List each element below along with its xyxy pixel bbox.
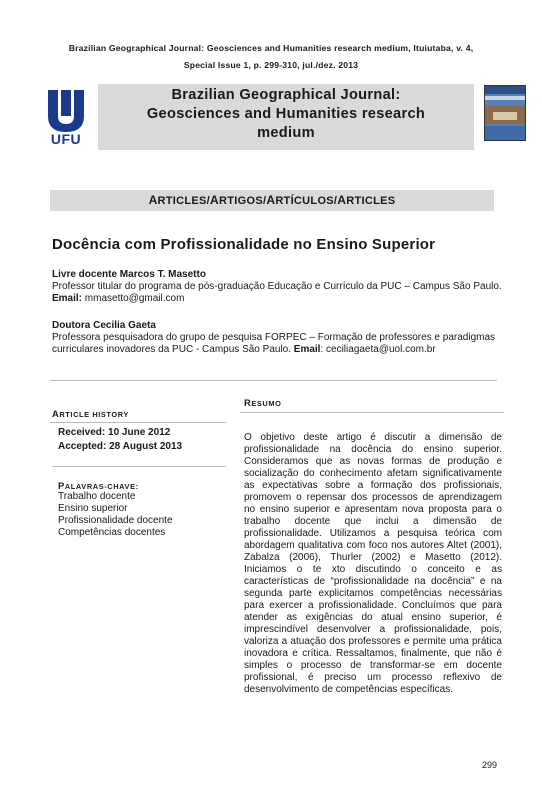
author-2 <box>52 320 507 356</box>
keyword-item: Competências docentes <box>58 527 166 538</box>
article-history-dates <box>58 426 182 453</box>
author-1-email-label: Email: <box>52 293 83 304</box>
logo-text: UFU <box>50 131 82 147</box>
page-number: 299 <box>482 760 498 770</box>
author-1-email: mmasetto@gmail.com <box>82 293 185 304</box>
section-label: ARTICLES/ARTIGOS/ARTÍCULOS/ARTICLES <box>148 193 396 207</box>
article-history-heading: ARTICLE HISTORY <box>52 408 129 419</box>
received-date: Received: 10 June 2012 <box>58 427 171 438</box>
journal-title-line1: Brazilian Geographical Journal: <box>171 87 401 103</box>
author-2-name: Doutora Cecilia Gaeta <box>52 320 156 331</box>
abstract-text: O objetivo deste artigo é discutir a dimensão de profissionalidade na docência do ensino superior. Consideramos que as novas formas de produção e socialização do conhecimento afetam significativamente as expectativas sobre a formação dos profissionais, promovem o repensar dos processos de aprendizagem no ensino superior e apresentam nova proposta para o trabalho docente que inclui a dimensão de profissionalidade. Utilizamos a pesquisa teórica com abordagem qualitativa com foco nos autores Altet (2001), Zabalza (2006), Thurler (2002) e Masetto (2012). Iniciamos o te xto discutindo o conceito e as características de “profissionalidade na docência” e na segunda parte explicitamos competências necessárias para exercer a profissionalidade. Concluímos que para atender as exigências do atual ensino superior, é imprescindível desenvolver a profissionalidade, pois, valoriza a atuação dos professores e permite uma prática inovadora e crítica. Ressaltamos, finalmente, que não é simples o processo de transformar-se em docente profissional, é preciso um processo reflexivo de desenvolvimento de competências específicas. <box>244 432 502 695</box>
accepted-date: Accepted: 28 August 2013 <box>58 440 183 452</box>
running-head-line2: Special Issue 1, p. 299-310, jul./dez. 2013 <box>183 60 359 70</box>
author-1 <box>52 269 507 305</box>
author-2-affiliation-line2: curriculares inovadores da PUC - Campus São Paulo. <box>52 344 291 355</box>
author-1-name: Livre docente Marcos T. Masetto <box>52 269 206 280</box>
journal-cover-image <box>484 85 526 141</box>
keywords-heading: PALAVRAS-CHAVE: <box>58 480 139 491</box>
article-title: Docência com Profissionalidade no Ensino Superior <box>52 236 436 253</box>
author-2-email-label: Email <box>291 344 321 355</box>
author-2-email: : ceciliagaeta@uol.com.br <box>320 344 436 355</box>
keyword-item: Ensino superior <box>58 503 128 514</box>
running-head <box>40 40 502 74</box>
keyword-item: Trabalho docente <box>58 491 136 502</box>
resumo-divider <box>240 412 504 413</box>
keywords-list <box>58 491 173 539</box>
journal-title-line2: Geosciences and Humanities research <box>146 106 426 122</box>
running-head-line1: Brazilian Geographical Journal: Geosciences and Humanities research medium, Ituiutaba, v. 4, <box>68 43 474 53</box>
author-2-affiliation-line1: Professora pesquisadora do grupo de pesquisa FORPEC – Formação de professores e paradigmas <box>52 332 496 343</box>
keyword-item: Profissionalidade docente <box>58 515 173 526</box>
history-divider <box>50 422 226 423</box>
author-1-affiliation: Professor titular do programa de pós-graduação Educação e Currículo da PUC – Campus São Paulo. <box>52 281 502 292</box>
keywords-divider <box>52 466 226 467</box>
resumo-heading: RESUMO <box>244 397 282 408</box>
divider <box>50 380 497 381</box>
journal-title <box>98 86 474 143</box>
journal-title-line3: medium <box>257 125 315 141</box>
